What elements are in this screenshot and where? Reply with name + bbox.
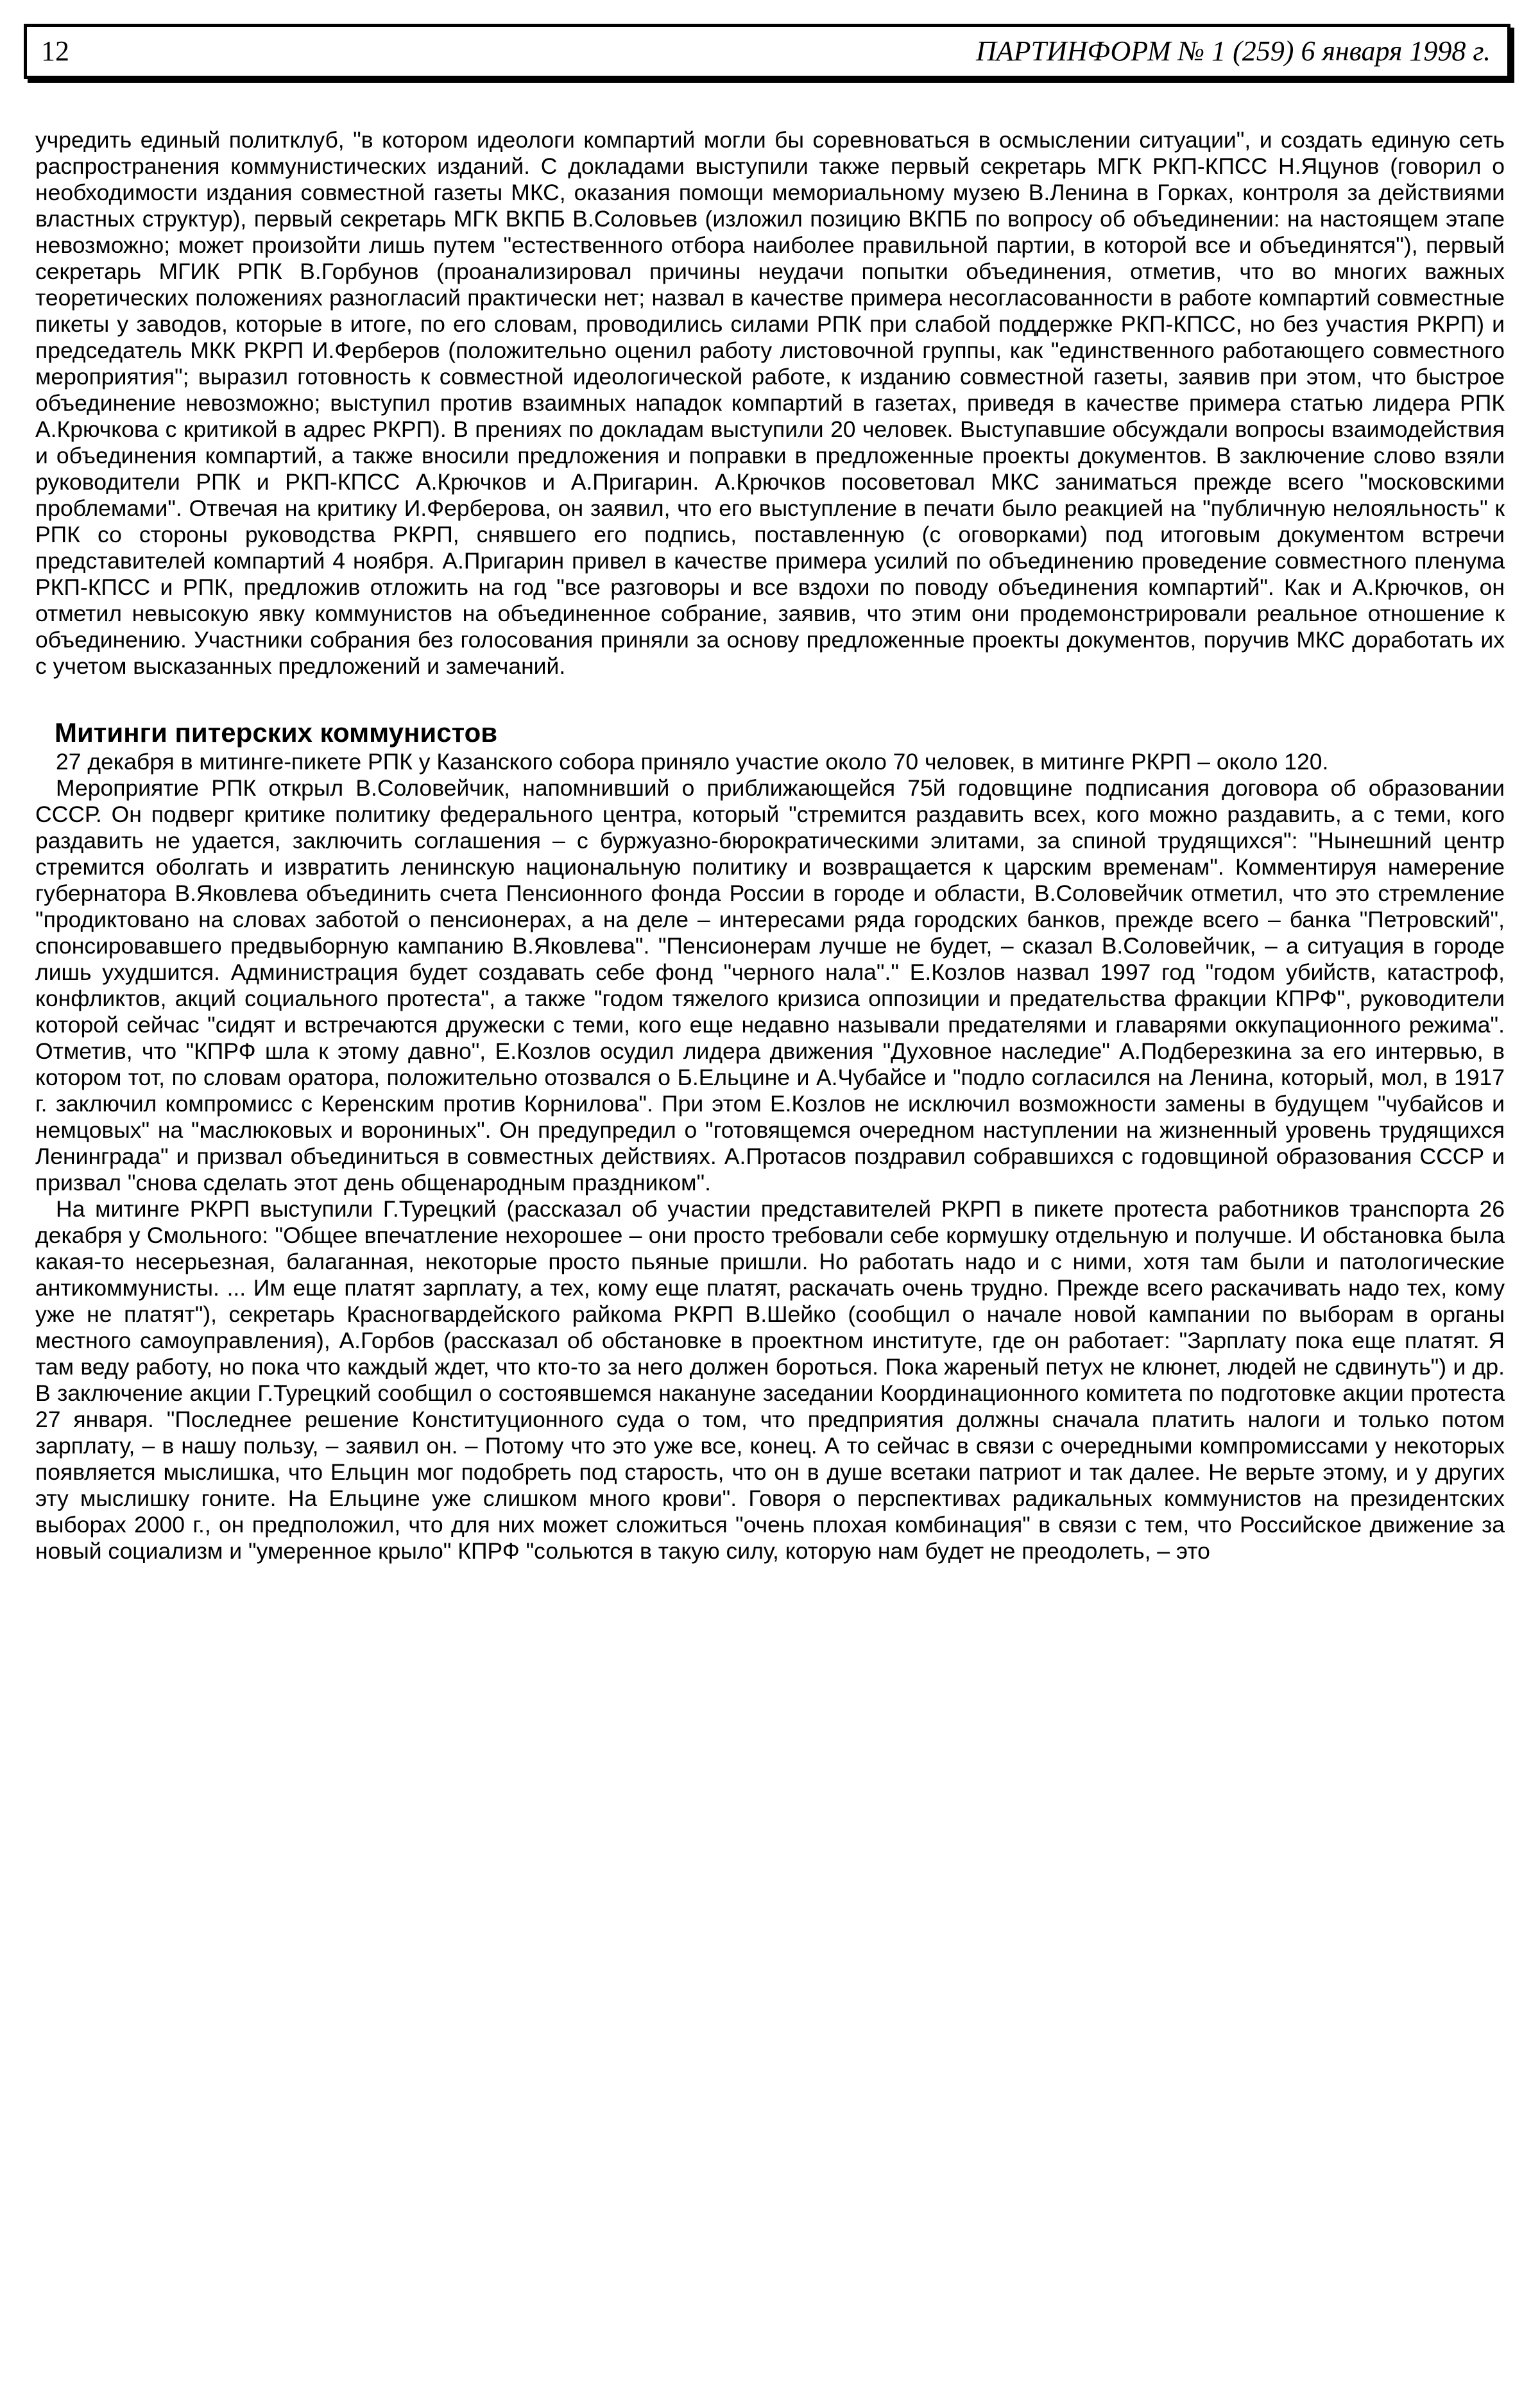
article-paragraph: На митинге РКРП выступили Г.Турецкий (рассказал об участии представителей РКРП в пикете протеста работников транспорта 26 декабря у Смольного: "Общее впечатление нехорошее – они просто требовали себе кормушку отдельную и получше. И обстановка была какая-то несерьезная, балаганная, некоторые просто пьяные пришли. Но работать надо и с ними, хотя там были и патологические антикоммунисты. ... Им еще платят зарплату, а тех, кому еще платят, раскачать очень трудно. Прежде всего раскачивать надо тех, кому уже не платят"), секретарь Красногвардейского райкома РКРП В.Шейко (сообщил о начале новой кампании по выборам в органы местного самоуправления), А.Горбов (рассказал об обстановке в проектном институте, где он работает: "Зарплату пока еще платят. Я там веду работу, но пока что каждый ждет, что кто-то за него должен бороться. Пока жареный петух не клюнет, людей не сдвинуть") и др. В заключение акции Г.Турецкий сообщил о состоявшемся накануне заседании Координационного комитета по подготовке акции протеста 27 января. "Последнее решение Конституционного суда о том, что предприятия должны сначала платить налоги и только потом зарплату, – в нашу пользу, – заявил он. – Потому что это уже все, конец. А то сейчас в связи с очередными компромиссами у некоторых появляется мыслишка, что Ельцин мог подобреть под старость, что он в душе всетаки патриот и так далее. Не верьте этому, и у других эту мыслишку гоните. На Ельцине уже слишком много крови". Говоря о перспективах радикальных коммунистов на президентских выборах 2000 г., он предположил, что для них может сложиться "очень плохая комбинация" в связи с тем, что Российское движение за новый социализм и "умеренное крыло" КПРФ "сольются в такую силу, которую нам будет не преодолеть, – это [35, 1196, 1505, 1564]
article-paragraph: учредить единый политклуб, "в котором идеологи компартий могли бы соревноваться в осмыслении ситуации", и создать единую сеть распространения коммунистических изданий. С докладами выступили также первый секретарь МГК РКП-КПСС Н.Яцунов (говорил о необходимости издания совместной газеты МКС, оказания помощи мемориальному музею В.Ленина в Горках, контроля за действиями властных структур), первый секретарь МГК ВКПБ В.Соловьев (изложил позицию ВКПБ по вопросу об объединении: на настоящем этапе невозможно; может произойти лишь путем "естественного отбора наиболее правильной партии, в которой все и объединятся"), первый секретарь МГИК РПК В.Горбунов (проанализировал причины неудачи попытки объединения, отметив, что во многих важных теоретических положениях разногласий практически нет; назвал в качестве примера несогласованности в работе компартий совместные пикеты у заводов, которые в итоге, по его словам, проводились силами РПК при слабой поддержке РКП-КПСС, но без участия РКРП) и председатель МКК РКРП И.Ферберов (положительно оценил работу листовочной группы, как "единственного работающего совместного мероприятия"; выразил готовность к совместной идеологической работе, к изданию совместной газеты, заявив при этом, что быстрое объединение невозможно; выступил против взаимных нападок компартий в газетах, приведя в качестве примера статью лидера РПК А.Крючкова с критикой в адрес РКРП). В прениях по докладам выступили 20 человек. Выступавшие обсуждали вопросы взаимодействия и объединения компартий, а также вносили предложения и поправки в предложенные проекты документов. В заключение слово взяли руководители РПК и РКП-КПСС А.Крючков и А.Пригарин. А.Крючков посоветовал МКС заниматься прежде всего "московскими проблемами". Отвечая на критику И.Ферберова, он заявил, что его выступление в печати было реакцией на "публичную нелояльность" к РПК со стороны руководства РКРП, снявшего его подпись, поставленную (с оговорками) под итоговым документом встречи представителей компартий 4 ноября. А.Пригарин привел в качестве примера усилий по объединению проведение совместного пленума РКП-КПСС и РПК, предложив отложить на год "все разговоры и все вздохи по поводу объединения компартий". Как и А.Крючков, он отметил невысокую явку коммунистов на объединенное собрание, заявив, что этим они продемонстрировали реальное отношение к объединению. Участники собрания без голосования приняли за основу предложенные проекты документов, поручив МКС доработать их с учетом высказанных предложений и замечаний. [35, 127, 1505, 679]
article-body [35, 127, 1505, 1564]
page-number: 12 [41, 35, 69, 67]
article-paragraph: Мероприятие РПК открыл В.Соловейчик, напомнивший о приближающейся 75й годовщине подписания договора об образовании СССР. Он подверг критике политику федерального центра, который "стремится раздавить всех, кого можно раздавить, а с теми, кого раздавить не удается, заключить соглашения – с буржуазно-бюрократическими элитами, за спиной трудящихся": "Нынешний центр стремится оболгать и извратить ленинскую национальную политику и возвращается к царским временам". Комментируя намерение губернатора В.Яковлева объединить счета Пенсионного фонда России в городе и области, В.Соловейчик отметил, что это стремление "продиктовано на словах заботой о пенсионерах, а на деле – интересами ряда городских банков, прежде всего – банка "Петровский", спонсировавшего предвыборную кампанию В.Яковлева". "Пенсионерам лучше не будет, – сказал В.Соловейчик, – а ситуация в городе лишь ухудшится. Администрация будет создавать себе фонд "черного нала"." Е.Козлов назвал 1997 год "годом убийств, катастроф, конфликтов, акций социального протеста", а также "годом тяжелого кризиса оппозиции и предательства фракции КПРФ", руководители которой сейчас "сидят и встречаются дружески с теми, кого еще недавно называли предателями и главарями оккупационного режима". Отметив, что "КПРФ шла к этому давно", Е.Козлов осудил лидера движения "Духовное наследие" А.Подберезкина за его интервью, в котором тот, по словам оратора, положительно отозвался о Б.Ельцине и А.Чубайсе и "подло согласился на Ленина, который, мол, в 1917 г. заключил компромисс с Керенским против Корнилова". При этом Е.Козлов не исключил возможности замены в будущем "чубайсов и немцовых" на "маслюковых и ворониных". Он предупредил о "готовящемся очередном наступлении на жизненный уровень трудящихся Ленинграда" и призвал объединиться в совместных действиях. А.Протасов поздравил собравшихся с годовщиной образования СССР и призвал "снова сделать этот день общенародным праздником". [35, 775, 1505, 1195]
section-heading: Митинги питерских коммунистов [55, 717, 498, 748]
page-header [24, 24, 1510, 79]
issue-info: ПАРТИНФОРМ № 1 (259) 6 января 1998 г. [975, 35, 1491, 67]
article-paragraph: 27 декабря в митинге-пикете РПК у Казанского собора приняло участие около 70 человек, в митинге РКРП – около 120. [56, 749, 1329, 775]
